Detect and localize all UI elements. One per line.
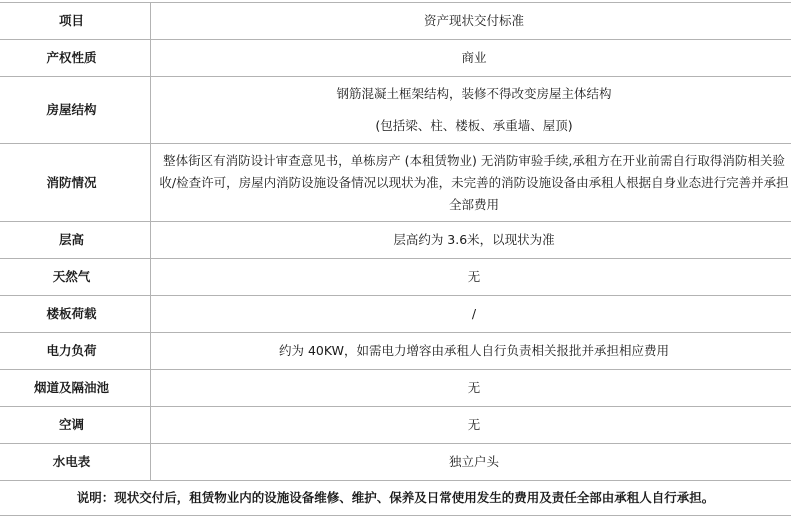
- asset-delivery-standard-table: [0, 2, 791, 516]
- row-value-project: 资产现状交付标准: [150, 3, 791, 40]
- row-label-water-electric-meter: 水电表: [0, 444, 150, 481]
- table-row: [0, 77, 791, 144]
- row-value-power-load: 约为 40KW，如需电力增容由承租人自行负责相关报批并承担相应费用: [150, 333, 791, 370]
- row-label-building-structure: 房屋结构: [0, 77, 150, 144]
- table-note-row: [0, 481, 791, 516]
- row-value-water-electric-meter: 独立户头: [150, 444, 791, 481]
- value-line: (包括梁、柱、楼板、承重墙、屋顶): [375, 117, 573, 133]
- row-value-property-nature: 商业: [150, 40, 791, 77]
- row-label-property-nature: 产权性质: [0, 40, 150, 77]
- row-label-power-load: 电力负荷: [0, 333, 150, 370]
- table-row: [0, 444, 791, 481]
- row-label-floor-height: 层高: [0, 222, 150, 259]
- row-value-air-conditioning: 无: [150, 407, 791, 444]
- row-label-air-conditioning: 空调: [0, 407, 150, 444]
- row-label-flue-grease-trap: 烟道及隔油池: [0, 370, 150, 407]
- value-line: 钢筋混凝土框架结构，装修不得改变房屋主体结构: [336, 86, 612, 101]
- table-note: 说明：现状交付后，租赁物业内的设施设备维修、维护、保养及日常使用发生的费用及责任全部由承租人自行承担。: [0, 481, 791, 516]
- row-value-floor-load: /: [150, 296, 791, 333]
- table-row: [0, 333, 791, 370]
- row-value-building-structure: [150, 77, 791, 144]
- row-value-flue-grease-trap: 无: [150, 370, 791, 407]
- row-label-fire-protection: 消防情况: [0, 143, 150, 222]
- table-row: [0, 296, 791, 333]
- table-body: [0, 3, 791, 516]
- row-label-project: 项目: [0, 3, 150, 40]
- row-label-natural-gas: 天然气: [0, 259, 150, 296]
- table-row: [0, 259, 791, 296]
- row-label-floor-load: 楼板荷载: [0, 296, 150, 333]
- row-value-fire-protection: 整体街区有消防设计审查意见书，单栋房产 (本租赁物业) 无消防审验手续,承租方在开业前需自行取得消防相关验收/检查许可，房屋内消防设施设备情况以现状为准，未完善的消防设施设备由承租人根据自身业态进行完善并承担全部费用: [150, 143, 791, 222]
- table-row: [0, 40, 791, 77]
- table-row: [0, 3, 791, 40]
- table-row: [0, 222, 791, 259]
- row-value-natural-gas: 无: [150, 259, 791, 296]
- table-row: [0, 407, 791, 444]
- table-row: [0, 370, 791, 407]
- row-value-floor-height: 层高约为 3.6米，以现状为准: [150, 222, 791, 259]
- table-row: [0, 143, 791, 222]
